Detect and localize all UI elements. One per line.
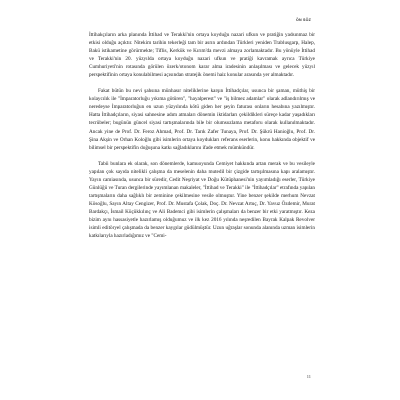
paragraph-2: Fakat bütün bu nevi şahsına münhasır niteliklerine karşın İttihadçılar, usunca bir şaman, müthiş bir kolaycılık ile "İmparatorluğu yıkıma götüren", "hayalperest" ve "iş bilmez adamlar" olarak adlandırılmış ve neredeyse İmparatorluğun en uzun yüzyılında kötü giden her şeyin faturası onların hesabına yazılmıştır. Hatta İttihadçıların, siyasi sahnesine adım atmaları dönemin iktidarları çekildikleri süreçe kadar yaşadıkları tecrübeler; bugünün güncel siyasi tartışmalarında bile bir olumsuzlama metaforu olarak kullanılmaktadır. Ancak yine de Prof. Dr. Feroz Ahmad, Prof. Dr. Tarık Zafer Tunaya, Prof. Dr. Şükrü Hanioğlu, Prof. Dr. Şina Akşin ve Orhan Koloğlu gibi isimlerin ortaya koydukları referans eserlerin, konu hakkında objektif ve bilimsel bir perspektifin doğuşuna katkı sağladıklarını ifade etmek mümkündür. — [89, 88, 315, 151]
running-header: ÖN SÖZ — [296, 18, 311, 22]
page-number: 11 — [306, 374, 311, 379]
body-text — [89, 31, 315, 240]
paragraph-3: Tabii bunlara ek olarak, son dönemlerde, kamuoyunda Cemiyet hakkında artan merak ve bu vesileyle yapılan çok sayıda nitelikli çalışma da meselenin daha mutedil bir çizgide tartışılmasına kapı aralamıştır. Yayın camiasında, usunca bir süredir, Cedit Neşriyat ve Doğu Kütüphanesi'nin yayımladığı eserler, Türkiye Günlüğü ve Turan dergilerinde yayımlanan makaleler, "İttihad ve Terakki" ile "İttihadçılar" etrafında yapılan tartışmaların daha sağlıklı bir zeminine çekilmesine vesile olmuştur. Yine benzer şekilde merhum Nevzat Kösoğlu, Sayın Altay Cengizer, Prof. Dr. Mustafa Çolak, Doç. Dr. Nevzat Artuç, Dr. Yavuz Özdemir, Murat Bardakçı, İsmail Küçükkılınç ve Ali Bademci gibi isimlerin çalışmaları da benzer bir etki yaratmıştır. Keza bizim aynı hassasiyetle hazırlamış olduğumuz ve ilk kez 2016 yılında neşredilen Bayrak Kalpak Revolver isimli editöryel çalışmada da benzer kaygılar güdülmüştür. Uzun uğraşlar sonunda alanında uzman isimlerin katkılarıyla hazırladığımız ve "Cemi- — [89, 160, 315, 240]
paragraph-1: İttihakçıların arka planında İttihad ve Terakki'nin ortaya koyduğu nazari ufkun ve pratiğin yadsınmaz bir etkisi olduğu açıktır. Nitekim tarihin tekerleği tam bir asrın ardından Türkleri yeniden Trablusgarp, Halep, Bakü istikametine görürmekte; Tiflis, Kerkük ve Kırım'da mevzi almaya zorlamaktadır. Bu yönüyle İttihad ve Terakki'nin 20. yüzyılda ortaya koyduğu nazari ufkun ve pratiği kavramak ayrıca Türkiye Cumhuriyeti'nin rotasında görülen özerk/otonom karar alma iradesinin anlaşılması ve gelecek yüzyıl perspektifinin ortaya konulabilmesi açısından stratejik önemi haiz konular arasında yer almaktadır. — [89, 32, 315, 79]
